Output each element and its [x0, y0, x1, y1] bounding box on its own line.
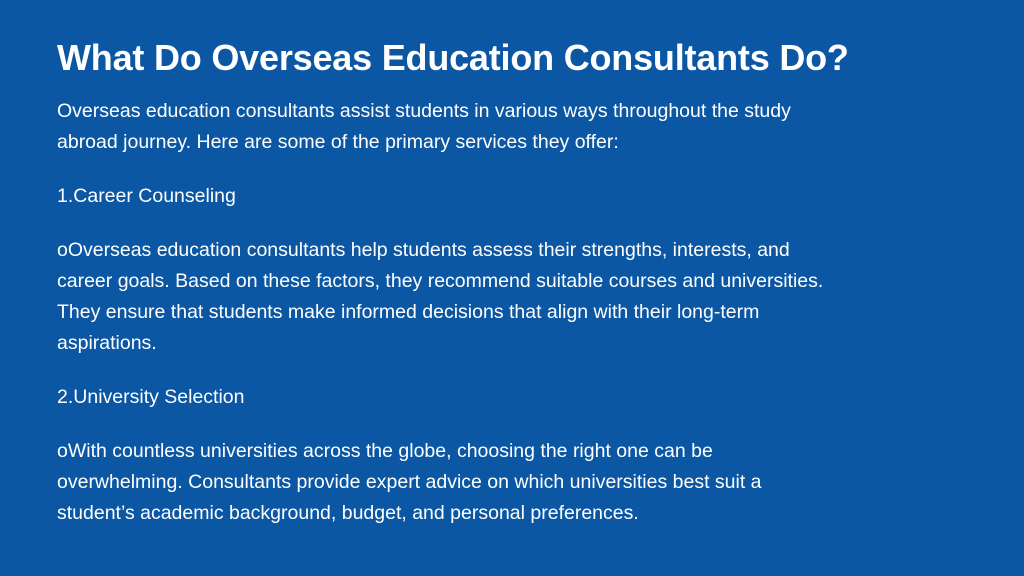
intro-paragraph: Overseas education consultants assist students in various ways throughout the study abroad journey. Here are some of the primary services they offer:: [57, 100, 791, 153]
section-body-university-selection: oWith countless universities across the globe, choosing the right one can be overwhelming. Consultants provide expert advice on which universities best suit a student’s academic background, budget, and personal preferences.: [57, 440, 762, 524]
section-heading-university-selection: 2.University Selection: [57, 386, 245, 408]
section-body-career-counseling: oOverseas education consultants help students assess their strengths, interests, and career goals. Based on these factors, they recommend suitable courses and universities. They ensure that students make informed decisions that align with their long-term aspirations.: [57, 239, 824, 354]
slide-title: What Do Overseas Education Consultants Do?: [57, 37, 849, 78]
section-heading-career-counseling: 1.Career Counseling: [57, 185, 236, 207]
